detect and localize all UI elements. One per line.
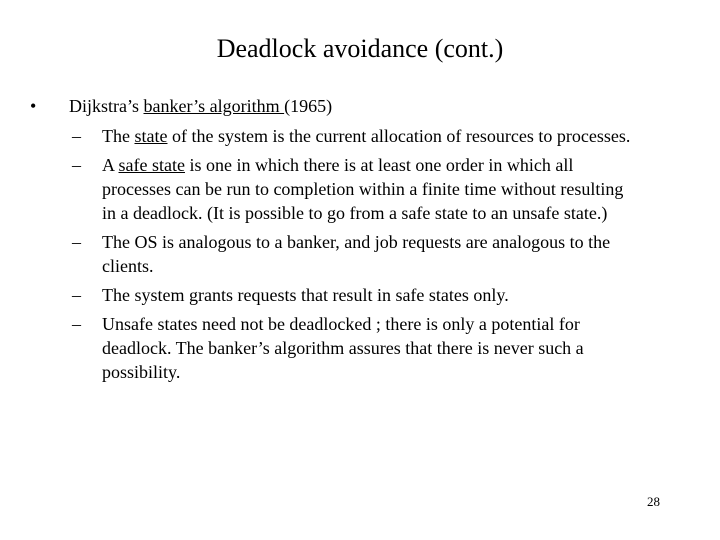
sub-item-line: The system grants requests that result in safe states only. xyxy=(102,285,509,305)
page-number: 28 xyxy=(647,494,660,509)
sub-item-line: possibility. xyxy=(102,362,181,382)
safe-state-term: safe state xyxy=(118,155,185,175)
sub-item-line: processes can be run to completion within a finite time without resulting xyxy=(102,179,624,199)
dash-marker: – xyxy=(72,155,81,175)
dash-marker: – xyxy=(72,314,81,334)
dash-marker: – xyxy=(72,285,81,305)
sub-item-line: in a deadlock. (It is possible to go from a safe state to an unsafe state.) xyxy=(102,203,608,223)
sub-item-line: deadlock. The banker’s algorithm assures that there is never such a xyxy=(102,338,584,358)
main-bullet xyxy=(69,94,332,118)
sub-item-line: Unsafe states need not be deadlocked ; there is only a potential for xyxy=(102,314,580,334)
sub-item-line: The state of the system is the current allocation of resources to processes. xyxy=(102,126,631,146)
sub-item-line: clients. xyxy=(102,256,154,276)
bankers-algorithm-term: banker’s algorithm xyxy=(143,96,285,116)
sub-item-line: The OS is analogous to a banker, and job requests are analogous to the xyxy=(102,232,611,252)
slide-title: Deadlock avoidance (cont.) xyxy=(216,34,504,63)
bullet-year: (1965) xyxy=(284,96,333,116)
bullet-marker: • xyxy=(30,96,37,116)
dash-marker: – xyxy=(72,232,81,252)
dash-marker: – xyxy=(72,126,81,146)
sub-item-line: A safe state is one in which there is at least one order in which all xyxy=(102,155,574,175)
state-term: state xyxy=(134,126,168,146)
bullet-prefix: Dijkstra’s xyxy=(69,96,144,116)
